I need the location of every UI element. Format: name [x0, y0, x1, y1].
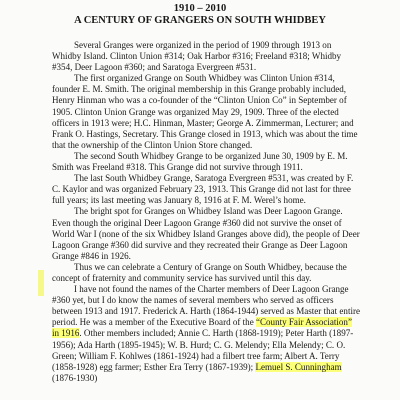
paragraph-deer-lagoon: The bright spot for Granges on Whidbey Island was Deer Lagoon Grange. Even though the original Deer Lagoon Grange #360 did not survive the onset of World War I (none of the six Whidbey Island Granges above did), the people of Deer Lagoon Grange #360 did survive and they recreated their Grange as Deer Lagoon Grange #846 in 1926.: [52, 206, 360, 261]
paragraph-charter-members: [52, 284, 360, 384]
title-years: 1910 – 2010: [173, 3, 227, 14]
page-title: A CENTURY OF GRANGERS ON SOUTH WHIDBEY: [74, 15, 326, 26]
margin-highlight-mark: [38, 270, 44, 296]
text-segment: I have not found the names of the Charter members of Deer Lagoon Grange #360 yet, but I do know the names of several members who served as officers between 1913 and 1917. Frederick A. Harth (1864-1944) served as Master that entire period. He was a member of the Executive Board of the: [52, 284, 361, 328]
text-segment: (1876-1930): [52, 372, 98, 383]
paragraph-saratoga-evergreen: The last South Whidbey Grange, Saratoga Evergreen #531, was created by F. C. Kaylor and was organized February 23, 1913. This Grange did not last for three full years; its last meeting was January 8, 1916 at F. M. Werel’s home.: [52, 173, 354, 206]
document-body: [52, 40, 360, 384]
paragraph-century-celebration: Thus we can celebrate a Century of Grange on South Whidbey, because the concept of fraternity and community service has survived until this day.: [52, 261, 347, 283]
text-segment: . Other members included; Annie C. Harth (1868-1919); Peter Harth (1897-1956); Ada Harth (1895-1945); W. B. Hurd; C. G. Melendy; Ella Melendy; C. O. Green; William F. Kohlwes (1861-1924) had a filbert tree farm; Albert A. Terry (1858-1928) egg farmer; Esther Era Terry (1867-1939);: [52, 328, 354, 372]
paragraph-granges-organized: Several Granges were organized in the period of 1909 through 1913 on Whidby Island. Clinton Union #314; Oak Harbor #316; Freeland #318; Whidby #354, Deer Lagoon #360; and Saratoga Evergreen #531.: [52, 40, 342, 73]
paragraph-freeland: The second South Whidbey Grange to be organized June 30, 1909 by E. M. Smith was Freeland #318. This Grange did not survive through 1911.: [52, 150, 348, 173]
highlighted-text-cunningham: Lemuel S. Cunningham: [255, 361, 342, 372]
highlighted-text-county-fair: “County Fair Association” in 1916: [52, 317, 352, 339]
paragraph-clinton-union: The first organized Grange on South Whidbey was Clinton Union #314, founder E. M. Smith. The original membership in this Grange probably included, Henry Hinman who was a co-founder of the “Clinton Union Co” in September of 1905. Clinton Union Grange was organized May 29, 1909. Three of the elected officers in 1913 were; H.C. Hinman, Master; George A. Zimmerman, Lecturer; and Frank O. Hastings, Secretary. This Grange closed in 1913, which was about the time that the ownership of the Clinton Union Store changed.: [52, 73, 358, 150]
